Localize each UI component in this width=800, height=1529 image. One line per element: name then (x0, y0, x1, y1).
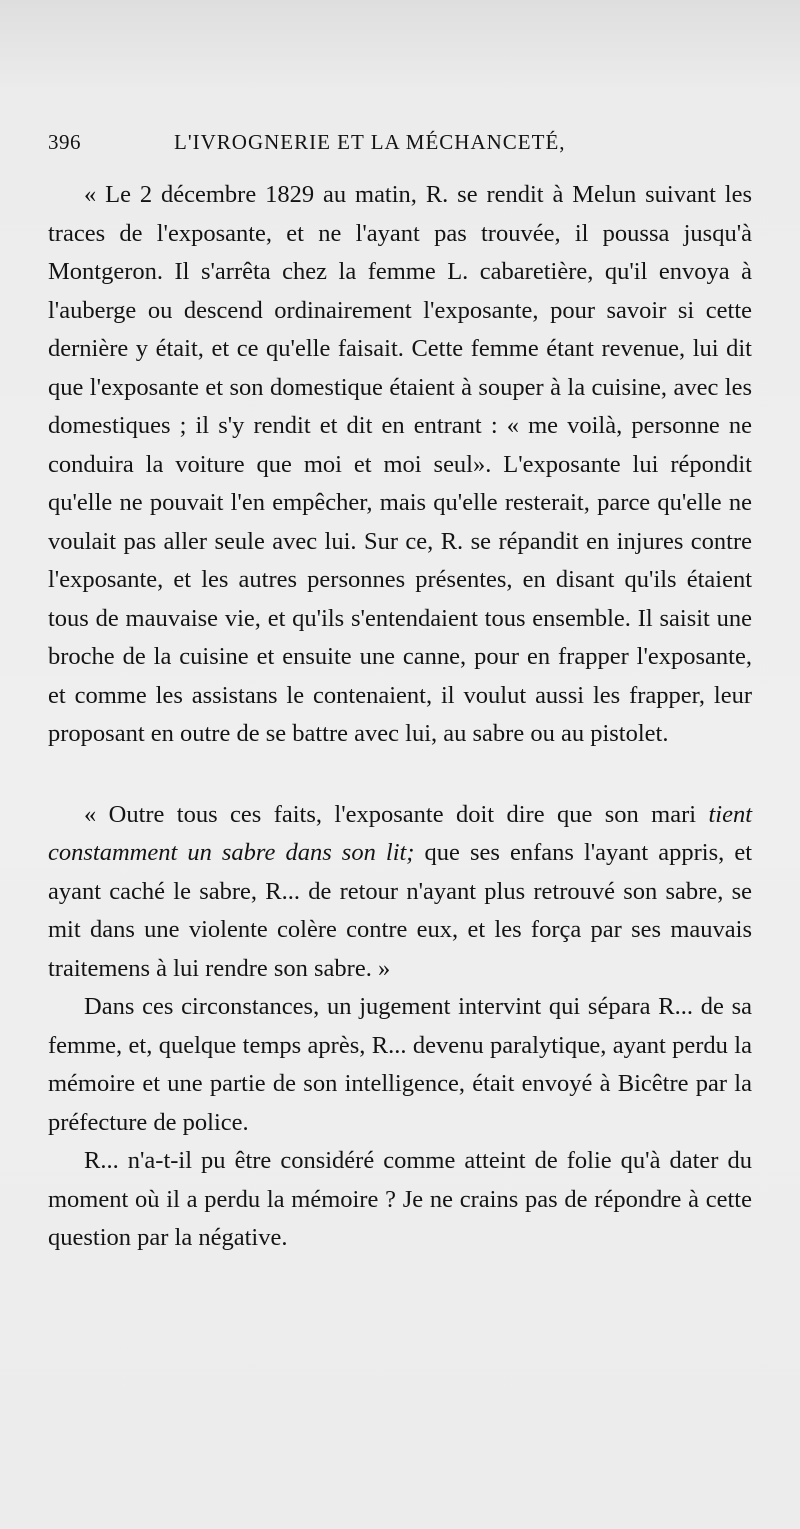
paragraph-2-start: « Outre tous ces faits, l'exposante doit dire que son mari (84, 800, 709, 828)
running-title: L'IVROGNERIE ET LA MÉCHANCETÉ, (174, 130, 566, 154)
paragraph-2-italic: tient constamment un sabre dans son lit; (48, 800, 752, 866)
paragraph-1: « Le 2 décembre 1829 au matin, R. se rendit à Melun suivant les traces de l'exposante, et ne l'ayant pas trouvée, il poussa jusqu'à Montgeron. Il s'arrêta chez la femme L. cabaretière, qu'il envoya à l'auberge ou descend ordinairement l'exposante, pour savoir si cette dernière y était, et ce qu'elle faisait. Cette femme étant revenue, lui dit que l'exposante et son domestique étaient à souper à la cuisine, avec les domestiques ; il s'y rendit et dit en entrant : « me voilà, personne ne conduira la voiture que moi et moi seul». L'exposante lui répondit qu'elle ne pouvait l'en empêcher, mais qu'elle resterait, parce qu'elle ne voulait pas aller seule avec lui. Sur ce, R. se répandit en injures contre l'exposante, et les autres personnes présentes, en disant qu'ils étaient tous de mauvaise vie, et qu'ils s'entendaient tous ensemble. Il saisit une broche de la cuisine et ensuite une canne, pour en frapper l'exposante, et comme les assistans le contenaient, il voulut aussi les frapper, leur proposant en outre de se battre avec lui, au sabre ou au pistolet. (48, 181, 752, 747)
paragraph-4: R... n'a-t-il pu être considéré comme atteint de folie qu'à dater du moment où il a perdu la mémoire ? Je ne crains pas de répondre à cette question par la négative. (48, 1147, 752, 1251)
paragraph-2-end: que ses enfans l'ayant appris, et ayant caché le sabre, R... de retour n'ayant plus retrouvé son sabre, se mit dans une violente colère contre eux, et les força par ses mauvais traitemens à lui rendre son sabre. » (48, 839, 753, 982)
page-number: 396 (48, 130, 81, 154)
body-text (48, 176, 752, 1258)
paragraph-2 (48, 796, 752, 989)
paragraph-3: Dans ces circonstances, un jugement intervint qui sépara R... de sa femme, et, quelque temps après, R... devenu paralytique, ayant perdu la mémoire et une partie de son intelligence, était envoyé à Bicêtre par la préfecture de police. (48, 993, 752, 1136)
